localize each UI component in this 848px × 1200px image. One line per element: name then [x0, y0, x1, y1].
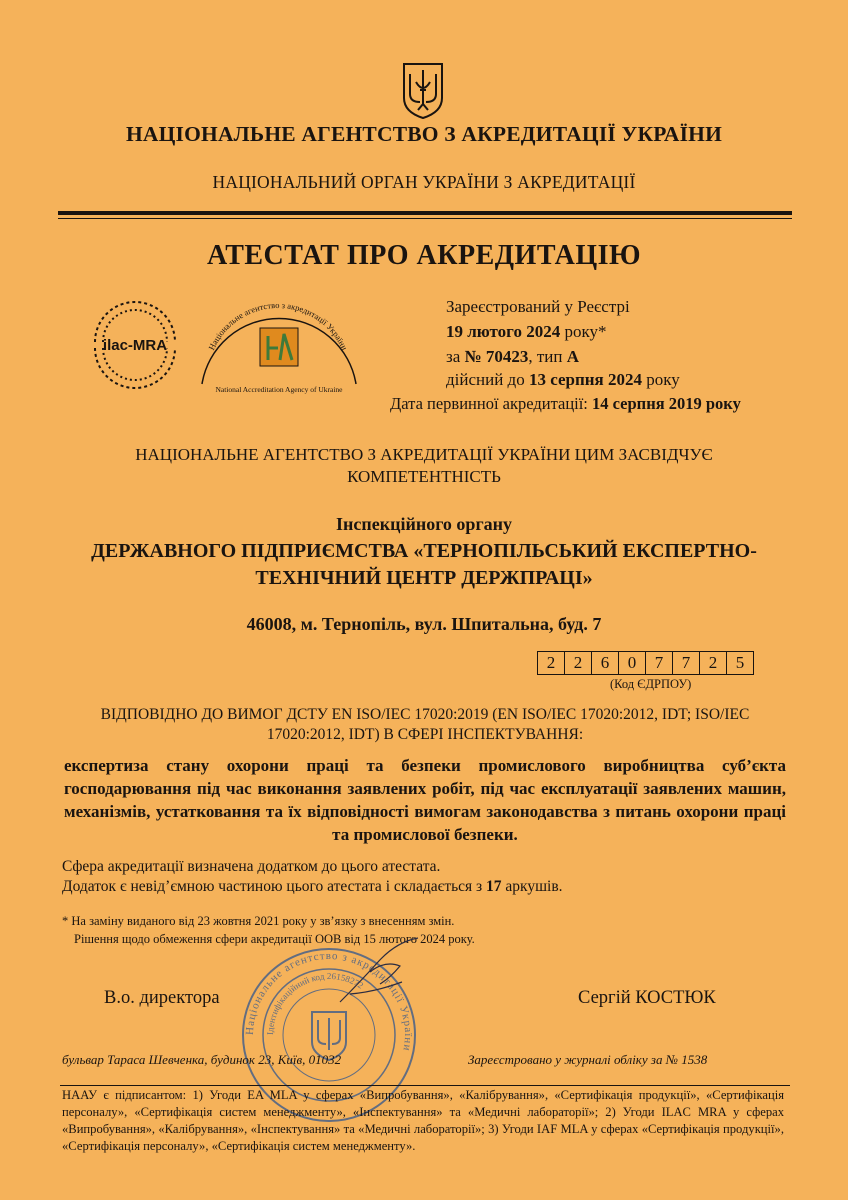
handwritten-signature	[330, 932, 440, 1012]
svg-text:Національне агентство з акреди: Національне агентство з акредитації України	[206, 299, 350, 352]
restriction-note: Рішення щодо обмеження сфери акредитації ООВ від 15 лютого 2024 року.	[74, 932, 475, 946]
footer-divider	[60, 1085, 790, 1086]
edrpou-code	[538, 651, 754, 675]
certificate-title: АТЕСТАТ ПРО АКРЕДИТАЦІЮ	[206, 240, 642, 271]
registry-line: Зареєстрований у Реєстрі	[446, 297, 630, 316]
organization-type: Інспекційного органу	[336, 514, 512, 534]
registry-date: 19 лютого 2024 року*	[446, 322, 607, 341]
edrpou-digit: 7	[672, 651, 700, 675]
edrpou-digit: 2	[537, 651, 565, 675]
organization-address: 46008, м. Тернопіль, вул. Шпитальна, буд. 7	[246, 614, 602, 634]
edrpou-digit: 2	[699, 651, 727, 675]
valid-until: дійсний до 13 серпня 2024 року	[446, 370, 680, 389]
requirements-standard: ВІДПОВІДНО ДО ВИМОГ ДСТУ EN ISO/IEC 17020:2019 (EN ISO/IEC 17020:2012, IDT; ISO/IEC 17020:2012, IDT) В СФЕРІ ІНСПЕКТУВАННЯ:	[100, 706, 750, 743]
svg-text:National Accreditation Agency: National Accreditation Agency of Ukraine	[215, 385, 343, 394]
header-divider-thin	[58, 218, 792, 219]
first-accreditation-date: Дата первинної акредитації: 14 серпня 2019 року	[390, 394, 741, 413]
ilac-mra-logo	[85, 292, 185, 392]
replacement-note: * На заміну виданого від 23 жовтня 2021 року у зв’язку з внесенням змін.	[62, 914, 455, 928]
header-divider	[58, 211, 792, 215]
agency-title: НАЦІОНАЛЬНЕ АГЕНТСТВО З АКРЕДИТАЦІЇ УКРАЇНИ	[125, 122, 723, 146]
naau-logo	[188, 298, 370, 396]
organization-name: ДЕРЖАВНОГО ПІДПРИЄМСТВА «ТЕРНОПІЛЬСЬКИЙ ЕКСПЕРТНО-ТЕХНІЧНИЙ ЦЕНТР ДЕРЖПРАЦІ»	[91, 540, 757, 589]
accreditation-scope: експертиза стану охорони праці та безпеки промислового виробництва суб’єкта господарювання під час виконання заявлених робіт, під час експлуатації заявлених машин, механізмів, устатковання та їх відповідності вимогам законодавства з питань охорони праці та промислової безпеки.	[64, 756, 786, 844]
svg-text:Національне агентство з акреди: Національне агентство з акредитації України	[243, 949, 415, 1053]
signatory-name: Сергій КОСТЮК	[578, 988, 716, 1008]
journal-registration: Зареєстровано у журналі обліку за № 1538	[468, 1052, 708, 1067]
signatory-title: В.о. директора	[104, 988, 220, 1008]
certifies-statement: НАЦІОНАЛЬНЕ АГЕНТСТВО З АКРЕДИТАЦІЇ УКРАЇНИ ЦИМ ЗАСВІДЧУЄ КОМПЕТЕНТНІСТЬ	[135, 445, 713, 486]
edrpou-digit: 6	[591, 651, 619, 675]
agency-address: бульвар Тараса Шевченка, будинок 23, Київ, 01032	[62, 1052, 342, 1067]
agency-subtitle: НАЦІОНАЛЬНИЙ ОРГАН УКРАЇНИ З АКРЕДИТАЦІЇ	[212, 172, 636, 192]
annex-sheets-note: Додаток є невід’ємною частиною цього атестата і складається з 17 аркушів.	[62, 878, 563, 895]
coat-of-arms-icon	[398, 60, 448, 120]
edrpou-label: (Код ЄДРПОУ)	[610, 677, 692, 691]
edrpou-digit: 2	[564, 651, 592, 675]
edrpou-digit: 0	[618, 651, 646, 675]
registry-number: за № 70423, тип А	[446, 347, 580, 366]
edrpou-digit: 5	[726, 651, 754, 675]
signatory-agreements: НААУ є підписантом: 1) Угоди EA MLA у сферах «Випробування», «Калібрування», «Сертифікація продукції», «Сертифікація персоналу», «Сертифікація систем менеджменту», «Інспектування» та «Медичні лабораторії»; 2) Угоди ILAC MRA у сферах «Випробування», «Калібрування», «Інспектування» та «Медичні лабораторії»; 3) Угоди IAF MLA у сферах «Сертифікація продукції», «Сертифікація персоналу», «Сертифікація систем менеджменту».	[62, 1088, 784, 1153]
svg-text:ilac-MRA: ilac-MRA	[102, 337, 168, 354]
edrpou-digit: 7	[645, 651, 673, 675]
annex-note: Сфера акредитації визначена додатком до цього атестата.	[62, 858, 441, 875]
svg-text:Ідентифікаційний код 26158272: Ідентифікаційний код 26158272	[264, 970, 366, 1036]
